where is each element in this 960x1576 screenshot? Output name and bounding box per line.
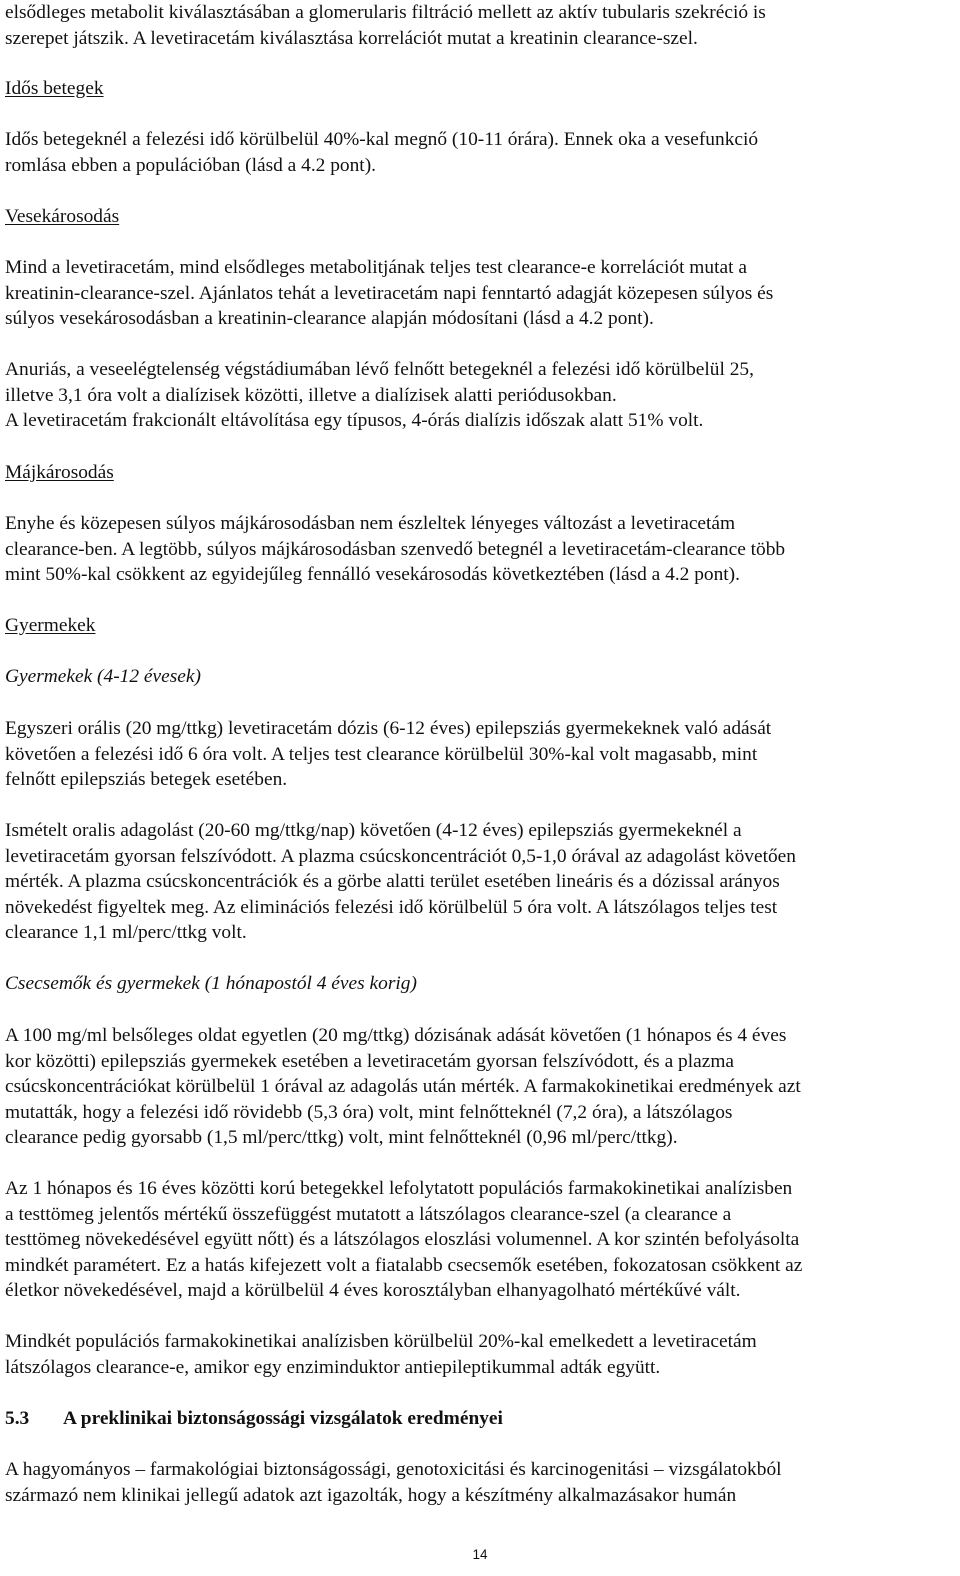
paragraph-hepatic: Enyhe és közepesen súlyos májkárosodásban nem észleltek lényeges változást a levetiracetám clearance-ben. A legtöbb, súlyos májkárosodásban szenvedő betegnél a levetiracetám-clearance több mint 50%-kal csökkent az egyidejűleg fennálló vesekárosodás következtében (lásd a 4.2 pont). <box>5 513 786 586</box>
paragraph-infants-2: Az 1 hónapos és 16 éves közötti korú betegekkel lefolytatott populációs farmakokinetikai analízisben a testtömeg jelentős mértékű összefüggést mutatott a látszólagos clearance-szel (a clearance a testtömeg növekedésével együtt nőtt) és a látszólagos eloszlási volumennel. A kor szintén befolyásolta mindkét paramétert. Ez a hatás kifejezett volt a fiatalabb csecsemők esetében, fokozatosan csökkent az életkor növekedésével, majd a körülbelül 4 éves korosztályban elhanyagolható mértékűvé vált. <box>5 1178 803 1302</box>
section-heading <box>5 1406 951 1432</box>
heading-children: Gyermekek <box>5 615 96 636</box>
heading-hepatic: Májkárosodás <box>5 462 114 483</box>
paragraph-elderly: Idős betegeknél a felezési idő körülbelül 40%-kal megnő (10-11 órára). Ennek oka a vesefunkció romlása ebben a populációban (lásd a 4.2 pont). <box>5 129 759 176</box>
subheading-infants: Csecsemők és gyermekek (1 hónapostól 4 éves korig) <box>5 973 417 994</box>
page-number: 14 <box>472 1547 488 1562</box>
section-title: A preklinikai biztonságossági vizsgálatok eredményei <box>63 1408 503 1429</box>
section-number: 5.3 <box>5 1408 30 1429</box>
heading-elderly: Idős betegek <box>5 78 104 99</box>
paragraph-preclinical: A hagyományos – farmakológiai biztonságossági, genotoxicitási és karcinogenitási – vizsgálatokból származó nem klinikai jellegű adatok azt igazolták, hogy a készítmény alkalmazásakor humán <box>5 1459 782 1506</box>
paragraph-children-1: Egyszeri orális (20 mg/ttkg) levetiracetám dózis (6-12 éves) epilepsziás gyermekeknek való adását követően a felezési idő 6 óra volt. A teljes test clearance körülbelül 30%-kal volt magasabb, mint felnőtt epilepsziás betegek esetében. <box>5 718 772 791</box>
paragraph-renal-2: Anuriás, a veseelégtelenség végstádiumában lévő felnőtt betegeknél a felezési idő körülbelül 25, illetve 3,1 óra volt a dialízisek közötti, illetve a dialízisek alatti periódusokban. A levetiracetám frakcionált eltávolítása egy típusos, 4-órás dialízis időszak alatt 51% volt. <box>5 359 754 432</box>
heading-renal: Vesekárosodás <box>5 206 120 227</box>
paragraph-infants-1: A 100 mg/ml belsőleges oldat egyetlen (20 mg/ttkg) dózisának adását követően (1 hónapos és 4 éves kor közötti) epilepsziás gyermekek esetében a levetiracetám gyorsan felszívódott, és a plazma csúcskoncentrációkat körülbelül 1 órával az adagolás után mérték. A farmakokinetikai eredmények azt mutatták, hogy a felezési idő rövidebb (5,3 óra) volt, mint felnőtteknél (7,2 óra), a látszólagos clearance pedig gyorsabb (1,5 ml/perc/ttkg) volt, mint felnőtteknél (0,96 ml/perc/ttkg). <box>5 1025 801 1149</box>
paragraph-children-2: Ismételt oralis adagolást (20-60 mg/ttkg/nap) követően (4-12 éves) epilepsziás gyermekeknél a levetiracetám gyorsan felszívódott. A plazma csúcskoncentrációt 0,5-1,0 órával az adagolást követően mérték. A plazma csúcskoncentrációk és a görbe alatti terület esetében lineáris és a dózissal arányos növekedést figyeltek meg. Az eliminációs felezési idő körülbelül 5 óra volt. A látszólagos teljes test clearance 1,1 ml/perc/ttkg volt. <box>5 820 796 944</box>
subheading-children-4-12: Gyermekek (4-12 évesek) <box>5 666 201 687</box>
paragraph-renal-1: Mind a levetiracetám, mind elsődleges metabolitjának teljes test clearance-e korrelációt mutat a kreatinin-clearance-szel. Ajánlatos tehát a levetiracetám napi fenntartó adagját közepesen súlyos és súlyos vesekárosodásban a kreatinin-clearance alapján módosítani (lásd a 4.2 pont). <box>5 257 774 330</box>
intro-paragraph: elsődleges metabolit kiválasztásában a glomerularis filtráció mellett az aktív tubularis szekréció is szerepet játszik. A levetiracetám kiválasztása korrelációt mutat a kreatinin clearance-szel. <box>5 2 766 49</box>
paragraph-infants-3: Mindkét populációs farmakokinetikai analízisben körülbelül 20%-kal emelkedett a levetiracetám látszólagos clearance-e, amikor egy enziminduktor antiepileptikummal adták együtt. <box>5 1331 757 1378</box>
